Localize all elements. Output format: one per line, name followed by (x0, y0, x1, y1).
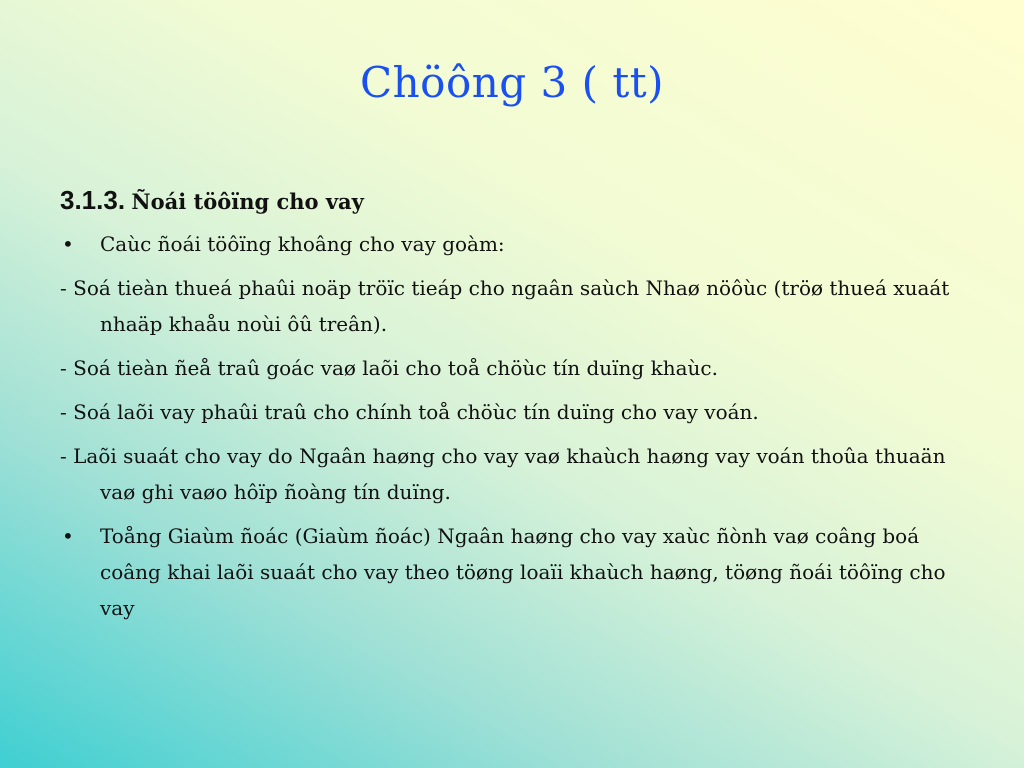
list-item: - Soá tieàn thueá phaûi noäp tröïc tieáp cho ngaân saùch Nhaø nöôùc (tröø thueá xuaát nhaäp khaåu noùi ôû treân). (60, 276, 950, 336)
list-item-text: Toång Giaùm ñoác (Giaùm ñoác) Ngaân haøng cho vay xaùc ñònh vaø coâng boá coâng khai laõi suaát cho vay theo töøng loaïi khaùch haøng, töøng ñoái töôïng cho vay (100, 524, 946, 620)
list-item: - Soá laõi vay phaûi traû cho chính toå chöùc tín duïng cho vay voán. (60, 400, 759, 424)
list-item: - Laõi suaát cho vay do Ngaân haøng cho vay vaø khaùch haøng vay voán thoûa thuaän vaø ghi vaøo hôïp ñoàng tín duïng. (60, 444, 946, 504)
list-item-bullet (60, 226, 960, 262)
list-item-bullet (60, 518, 960, 626)
list-item: - Soá tieàn ñeå traû goác vaø laõi cho toå chöùc tín duïng khaùc. (60, 356, 718, 380)
bullet-icon: • (62, 524, 74, 548)
section-number: 3.1.3. (60, 185, 126, 215)
slide-content (60, 180, 960, 634)
section-heading (60, 180, 960, 222)
list-item-text: Caùc ñoái töôïng khoâng cho vay goàm: (100, 232, 505, 256)
section-title: Ñoái töôïng cho vay (131, 189, 364, 214)
bullet-icon: • (62, 232, 74, 256)
slide-title: Chöông 3 ( tt) (360, 58, 664, 107)
